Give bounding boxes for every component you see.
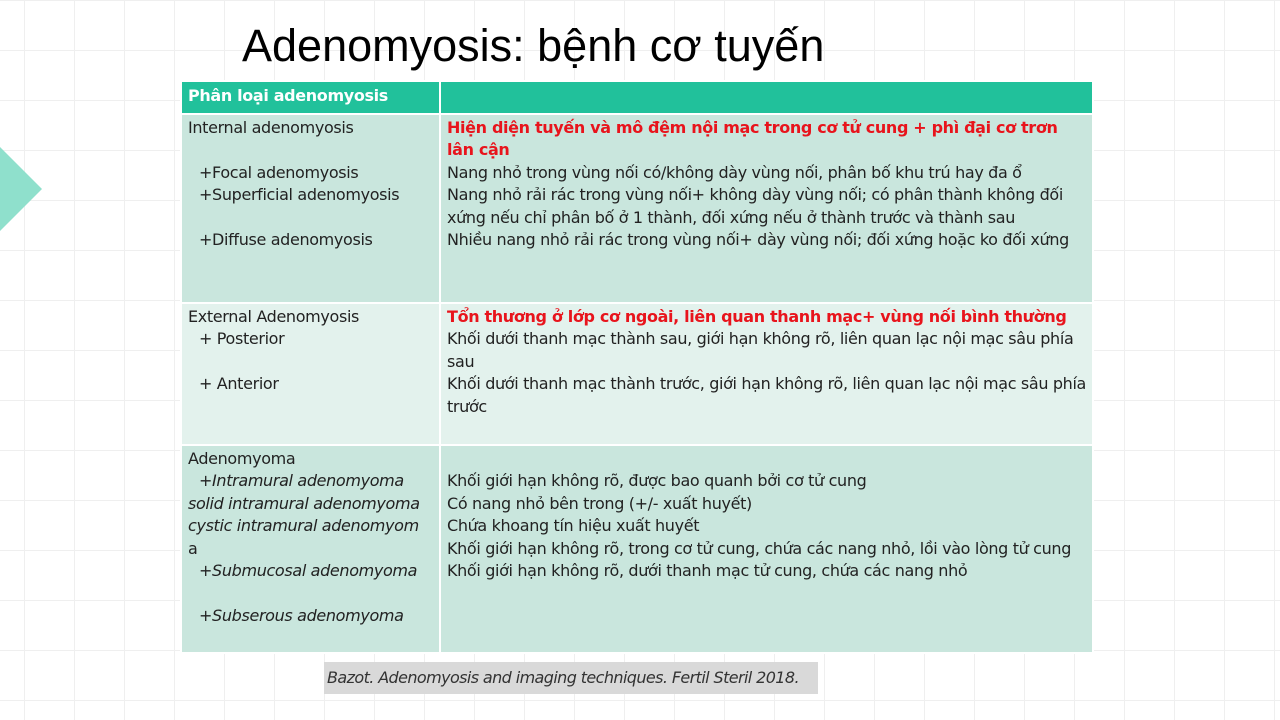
table-row bbox=[181, 445, 1093, 653]
subtype-label: +Submucosal adenomyoma bbox=[199, 561, 418, 581]
table-header-row bbox=[181, 81, 1093, 114]
description-line: Khối giới hạn không rõ, trong cơ tử cung, chứa các nang nhỏ, lồi vào lòng tử cung bbox=[447, 538, 1072, 558]
table-header-classification: Phân loại adenomyosis bbox=[181, 81, 440, 114]
description-line: Khối giới hạn không rõ, được bao quanh bởi cơ tử cung bbox=[447, 471, 867, 491]
subtype-label: +Superficial adenomyosis bbox=[199, 185, 400, 205]
subtype-label: + Posterior bbox=[199, 329, 285, 349]
description-line: Nang nhỏ trong vùng nối có/không dày vùng nối, phân bố khu trú hay đa ổ bbox=[447, 162, 1022, 182]
row-adenomyoma-left bbox=[181, 445, 440, 653]
subtype-label: +Intramural adenomyoma bbox=[199, 471, 404, 491]
citation-reference: Bazot. Adenomyosis and imaging techniques. Fertil Steril 2018. bbox=[324, 662, 818, 694]
row-external-left bbox=[181, 303, 440, 445]
table-row bbox=[181, 114, 1093, 303]
table-header-description bbox=[440, 81, 1093, 114]
row-external-right bbox=[440, 303, 1093, 445]
slide-title: Adenomyosis: bệnh cơ tuyến bbox=[242, 20, 825, 71]
description-line: Nang nhỏ rải rác trong vùng nối+ không dày vùng nối; có phân thành không đối xứng nếu chỉ phân bố ở 1 thành, đối xứng nếu ở thành trước và thành sau bbox=[447, 185, 1063, 227]
subtype-label: + Anterior bbox=[199, 374, 279, 394]
subtype-label-suffix: a bbox=[188, 538, 198, 558]
category-title: Internal adenomyosis bbox=[188, 118, 354, 137]
description-line: Khối dưới thanh mạc thành trước, giới hạn không rõ, liên quan lạc nội mạc sâu phía trước bbox=[447, 374, 1086, 416]
category-title: Adenomyoma bbox=[188, 449, 296, 468]
decorative-arrow-shape bbox=[0, 147, 42, 231]
row-adenomyoma-right bbox=[440, 445, 1093, 653]
highlight-definition: Hiện diện tuyến và mô đệm nội mạc trong cơ tử cung + phì đại cơ trơn lân cận bbox=[447, 118, 1058, 160]
highlight-definition: Tổn thương ở lớp cơ ngoài, liên quan thanh mạc+ vùng nối bình thường bbox=[447, 307, 1067, 326]
row-internal-right bbox=[440, 114, 1093, 303]
category-title: External Adenomyosis bbox=[188, 307, 360, 326]
subtype-label: cystic intramural adenomyom bbox=[188, 516, 419, 536]
subtype-label: solid intramural adenomyoma bbox=[188, 493, 420, 513]
description-line: Khối dưới thanh mạc thành sau, giới hạn không rõ, liên quan lạc nội mạc sâu phía sau bbox=[447, 329, 1074, 371]
description-line: Nhiều nang nhỏ rải rác trong vùng nối+ dày vùng nối; đối xứng hoặc ko đối xứng bbox=[447, 230, 1069, 250]
classification-table bbox=[180, 80, 1094, 654]
description-line: Chứa khoang tín hiệu xuất huyết bbox=[447, 516, 700, 536]
description-line: Có nang nhỏ bên trong (+/- xuất huyết) bbox=[447, 493, 752, 513]
description-line: Khối giới hạn không rõ, dưới thanh mạc tử cung, chứa các nang nhỏ bbox=[447, 561, 968, 581]
subtype-label: +Focal adenomyosis bbox=[199, 162, 359, 182]
table-row bbox=[181, 303, 1093, 445]
subtype-label: +Diffuse adenomyosis bbox=[199, 230, 373, 249]
row-internal-left bbox=[181, 114, 440, 303]
subtype-label: +Subserous adenomyoma bbox=[199, 605, 404, 625]
